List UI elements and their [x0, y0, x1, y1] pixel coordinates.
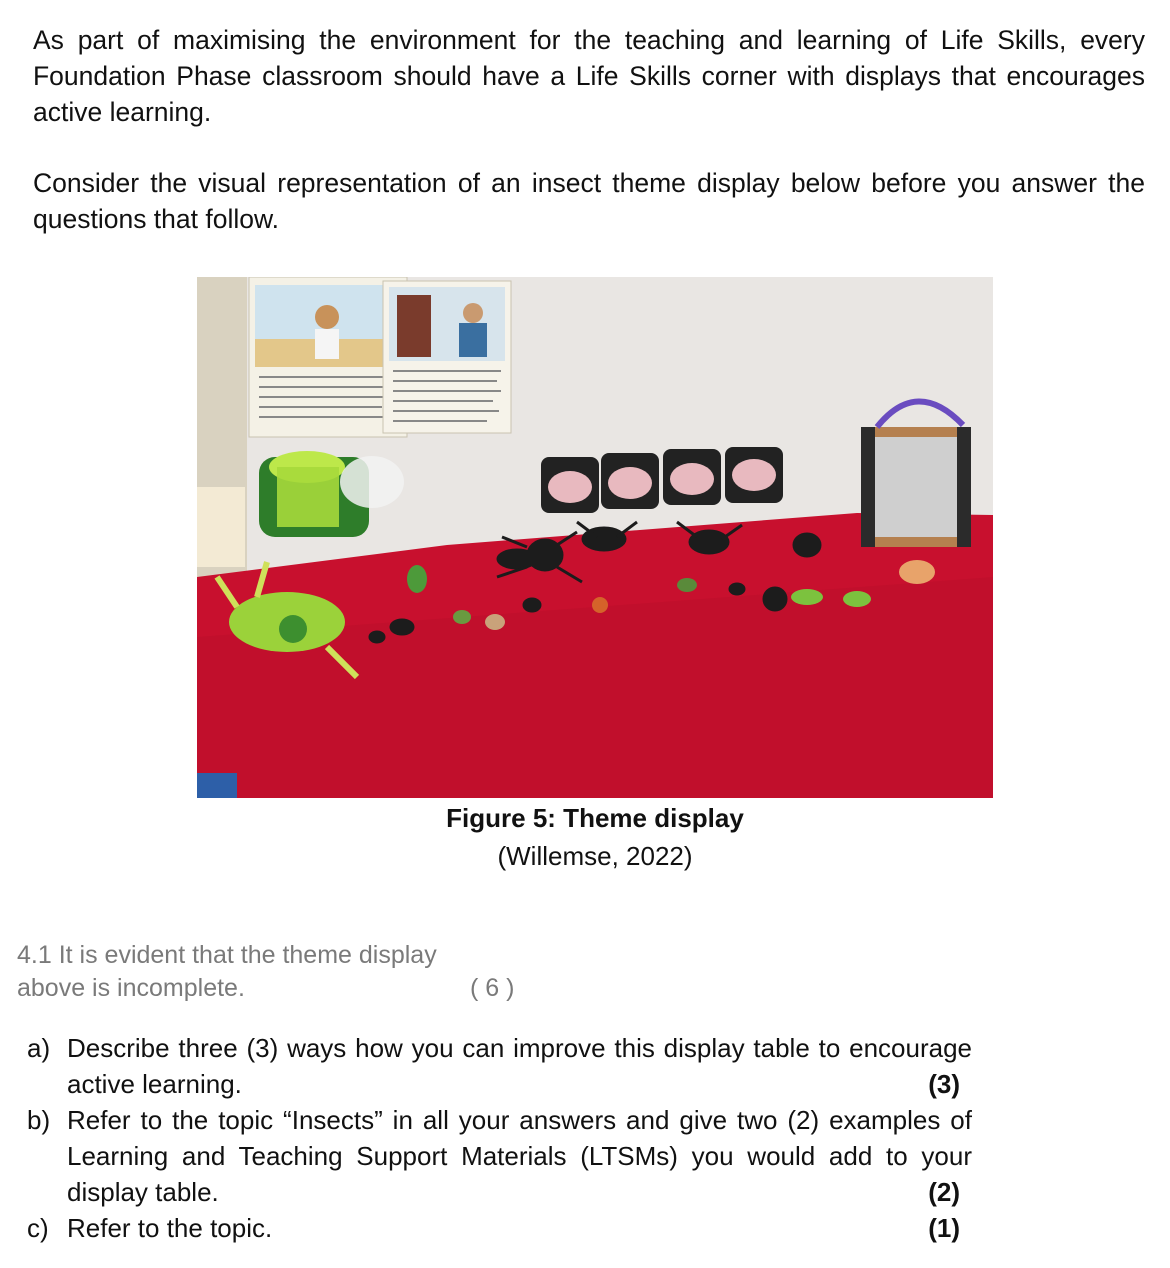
sub-question-b-letter: b) — [27, 1105, 51, 1135]
sub-question-c — [27, 1210, 972, 1246]
sub-question-a-text: Describe three (3) ways how you can improve this display table to encourage active learning. — [67, 1033, 972, 1099]
figure-caption-source: (Willemse, 2022) — [497, 841, 693, 871]
sub-question-b — [27, 1102, 972, 1210]
sub-question-b-text: Refer to the topic “Insects” in all your answers and give two (2) examples of Learning and Teaching Support Materials (LTSMs) you would add to your display table. — [67, 1105, 972, 1207]
theme-display-photo — [197, 277, 993, 798]
sub-question-a — [27, 1030, 972, 1102]
question-line-2: above is incomplete. — [17, 974, 245, 1002]
sub-question-c-text: Refer to the topic. — [67, 1213, 273, 1243]
sub-question-b-marks: (2) — [928, 1177, 960, 1207]
intro-paragraph-1: As part of maximising the environment for the teaching and learning of Life Skills, every Foundation Phase classroom should have a Life Skills corner with displays that encourages active learning. — [33, 25, 1145, 127]
figure-caption-title: Figure 5: Theme display — [446, 803, 744, 833]
story-poster-2 — [383, 281, 511, 433]
question-line-1: 4.1 It is evident that the theme display — [17, 941, 437, 969]
sub-question-c-marks: (1) — [928, 1213, 960, 1243]
sub-question-a-letter: a) — [27, 1033, 51, 1063]
sub-question-c-letter: c) — [27, 1213, 49, 1243]
question-marks: ( 6 ) — [470, 974, 515, 1002]
intro-paragraph-2: Consider the visual representation of an insect theme display below before you answer the questions that follow. — [33, 168, 1145, 234]
sub-question-a-marks: (3) — [928, 1069, 960, 1099]
